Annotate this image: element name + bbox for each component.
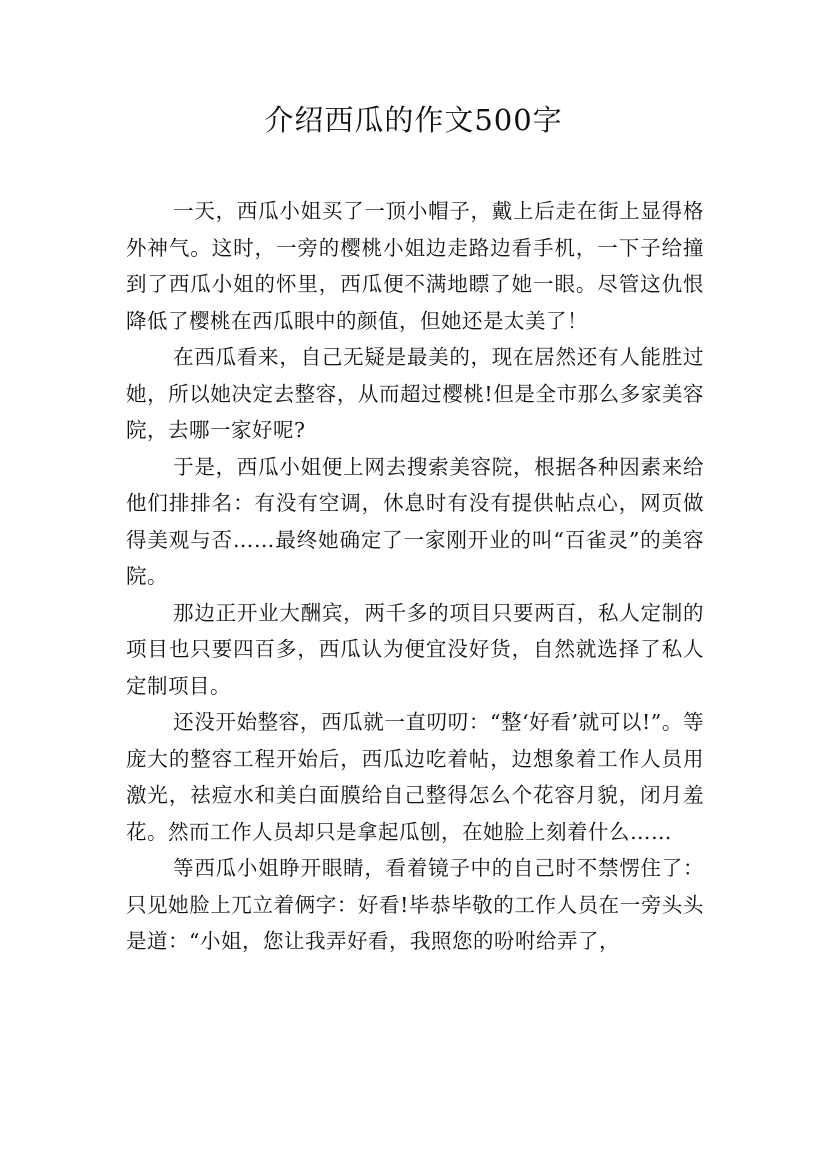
paragraph-5: 还没开始整容，西瓜就一直叨叨：“整‘好看’就可以!”。等庞大的整容工程开始后，西瓜边吃着帖，边想象着工作人员用激光，祛痘水和美白面膜给自己整得怎么个花容月貌，闭月羞花。然而工作人员却只是拿起瓜刨，在她脸上刻着什么…… <box>126 710 704 844</box>
document-body <box>126 193 704 960</box>
paragraph-3: 于是，西瓜小姐便上网去搜索美容院，根据各种因素来给他们排排名：有没有空调，休息时有没有提供帖点心，网页做得美观与否……最终她确定了一家刚开业的叫“百雀灵”的美容院。 <box>126 454 704 588</box>
paragraph-4: 那边正开业大酬宾，两千多的项目只要两百，私人定制的项目也只要四百多，西瓜认为便宜没好货，自然就选择了私人定制项目。 <box>126 600 704 698</box>
paragraph-6: 等西瓜小姐睁开眼睛，看着镜子中的自己时不禁愣住了：只见她脸上兀立着俩字：好看!毕恭毕敬的工作人员在一旁头头是道：“小姐，您让我弄好看，我照您的吩咐给弄了， <box>126 856 704 953</box>
document-title: 介绍西瓜的作文500字 <box>264 103 563 137</box>
paragraph-1: 一天，西瓜小姐买了一顶小帽子，戴上后走在街上显得格外神气。这时，一旁的樱桃小姐边走路边看手机，一下子给撞到了西瓜小姐的怀里，西瓜便不满地瞟了她一眼。尽管这仇恨降低了樱桃在西瓜眼中的颜值，但她还是太美了！ <box>126 199 704 333</box>
paragraph-2: 在西瓜看来，自己无疑是最美的，现在居然还有人能胜过她，所以她决定去整容，从而超过樱桃!但是全市那么多家美容院，去哪一家好呢? <box>126 345 704 442</box>
